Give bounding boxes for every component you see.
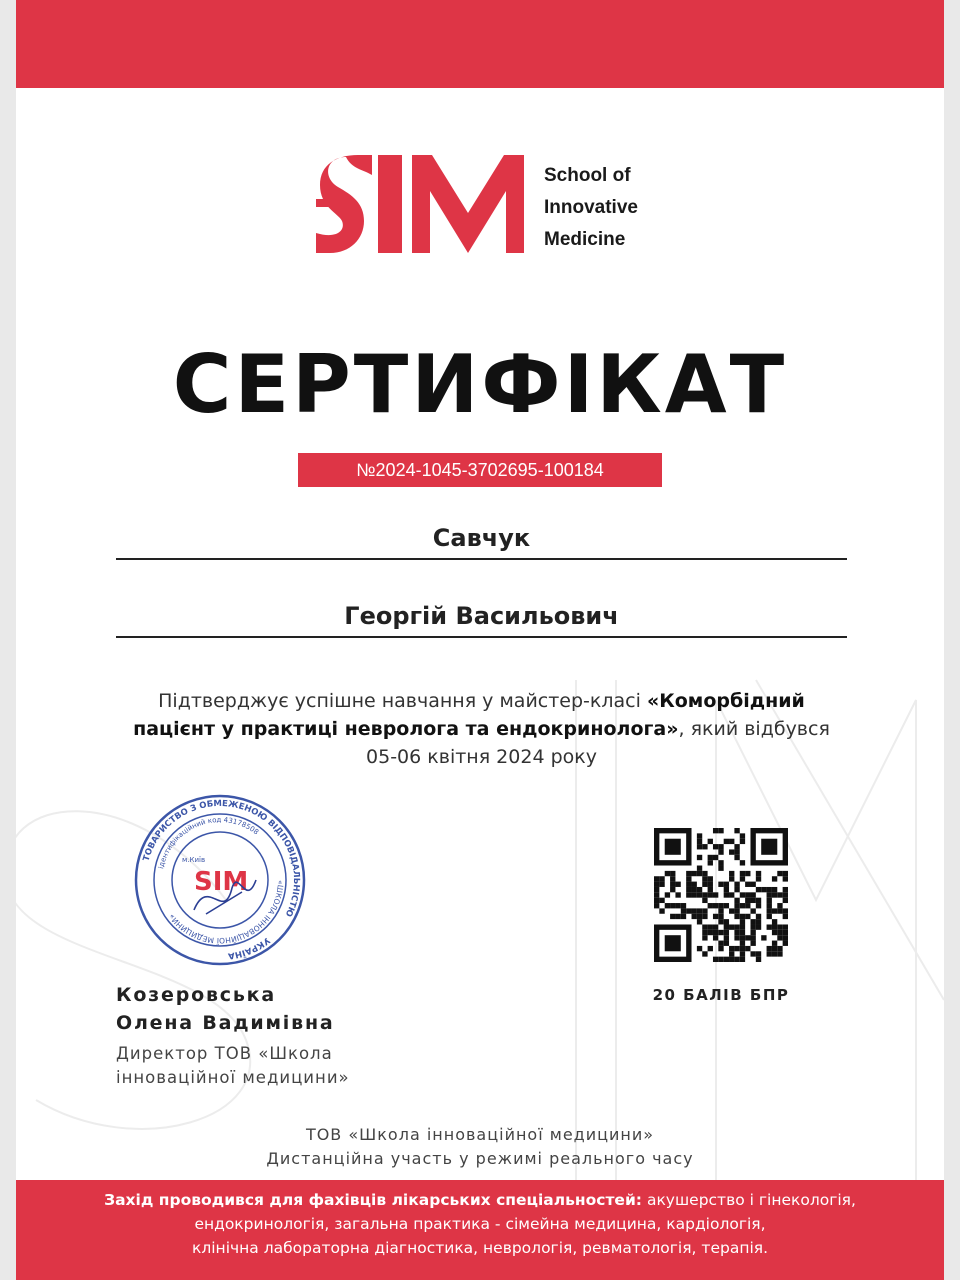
course-title: «Коморбідний пацієнт у практиці невролога та ендокринолога»: [133, 690, 805, 740]
confirmation-suffix: , який відбувся: [678, 718, 830, 740]
confirmation-text: [116, 687, 847, 771]
participation-mode: Дистанційна участь у режимі реального часу: [266, 1149, 694, 1168]
school-name-line3: Medicine: [544, 229, 626, 250]
official-stamp: [132, 792, 308, 968]
certificate-title: СЕРТИФІКАТ: [172, 338, 788, 431]
director-name: [116, 981, 335, 1037]
specialties-line2: ендокринологія, загальна практика - сімейна медицина, кардіологія,: [194, 1215, 766, 1233]
specialties-band: [16, 1180, 944, 1280]
certificate-number: №2024-1045-3702695-100184: [298, 453, 662, 487]
footer-organization: [16, 1123, 944, 1171]
director-surname: Козеровська: [116, 984, 276, 1006]
stamp-code: ідентифікаційний код 43178508: [157, 815, 261, 870]
recipient-name: Георгій Васильович: [116, 596, 847, 638]
director-role-line2: інноваційної медицини»: [116, 1068, 350, 1087]
stamp-country: УКРАЇНА: [227, 934, 272, 961]
director-role: [116, 1042, 350, 1090]
cme-points: 20 БАЛІВ БПР: [652, 986, 790, 1004]
top-red-band: [16, 0, 944, 88]
specialties-line1: [16, 1188, 944, 1212]
school-name: [544, 160, 638, 256]
stamp-inner-text: «ШКОЛА ІННОВАЦІЙНОЇ МЕДИЦИНИ»: [166, 879, 286, 946]
director-given-names: Олена Вадимівна: [116, 1012, 335, 1034]
specialties-first: акушерство і гінекологія,: [642, 1191, 856, 1209]
school-name-line1: School of: [544, 165, 631, 186]
director-role-line1: Директор ТОВ «Школа: [116, 1044, 333, 1063]
certificate-page: [16, 0, 944, 1280]
qr-code: [654, 828, 788, 962]
specialties-lead: Захід проводився для фахівців лікарських спеціальностей:: [104, 1191, 643, 1209]
stamp-logo-mark: SIM: [194, 867, 249, 897]
sim-logo-mark: [316, 155, 526, 255]
stamp-city: м.Київ: [182, 856, 206, 864]
school-name-line2: Innovative: [544, 197, 638, 218]
stamp-outer-text: ТОВАРИСТВО З ОБМЕЖЕНОЮ ВІДПОВІДАЛЬНІСТЮ: [141, 798, 302, 919]
recipient-surname: Савчук: [116, 518, 847, 560]
organization-name: ТОВ «Школа інноваційної медицини»: [305, 1125, 655, 1144]
course-date: 05-06 квітня 2024 року: [366, 746, 597, 768]
confirmation-prefix: Підтверджує успішне навчання у майстер-класі: [158, 690, 647, 712]
specialties-line3: клінічна лабораторна діагностика, неврологія, ревматологія, терапія.: [191, 1239, 769, 1257]
